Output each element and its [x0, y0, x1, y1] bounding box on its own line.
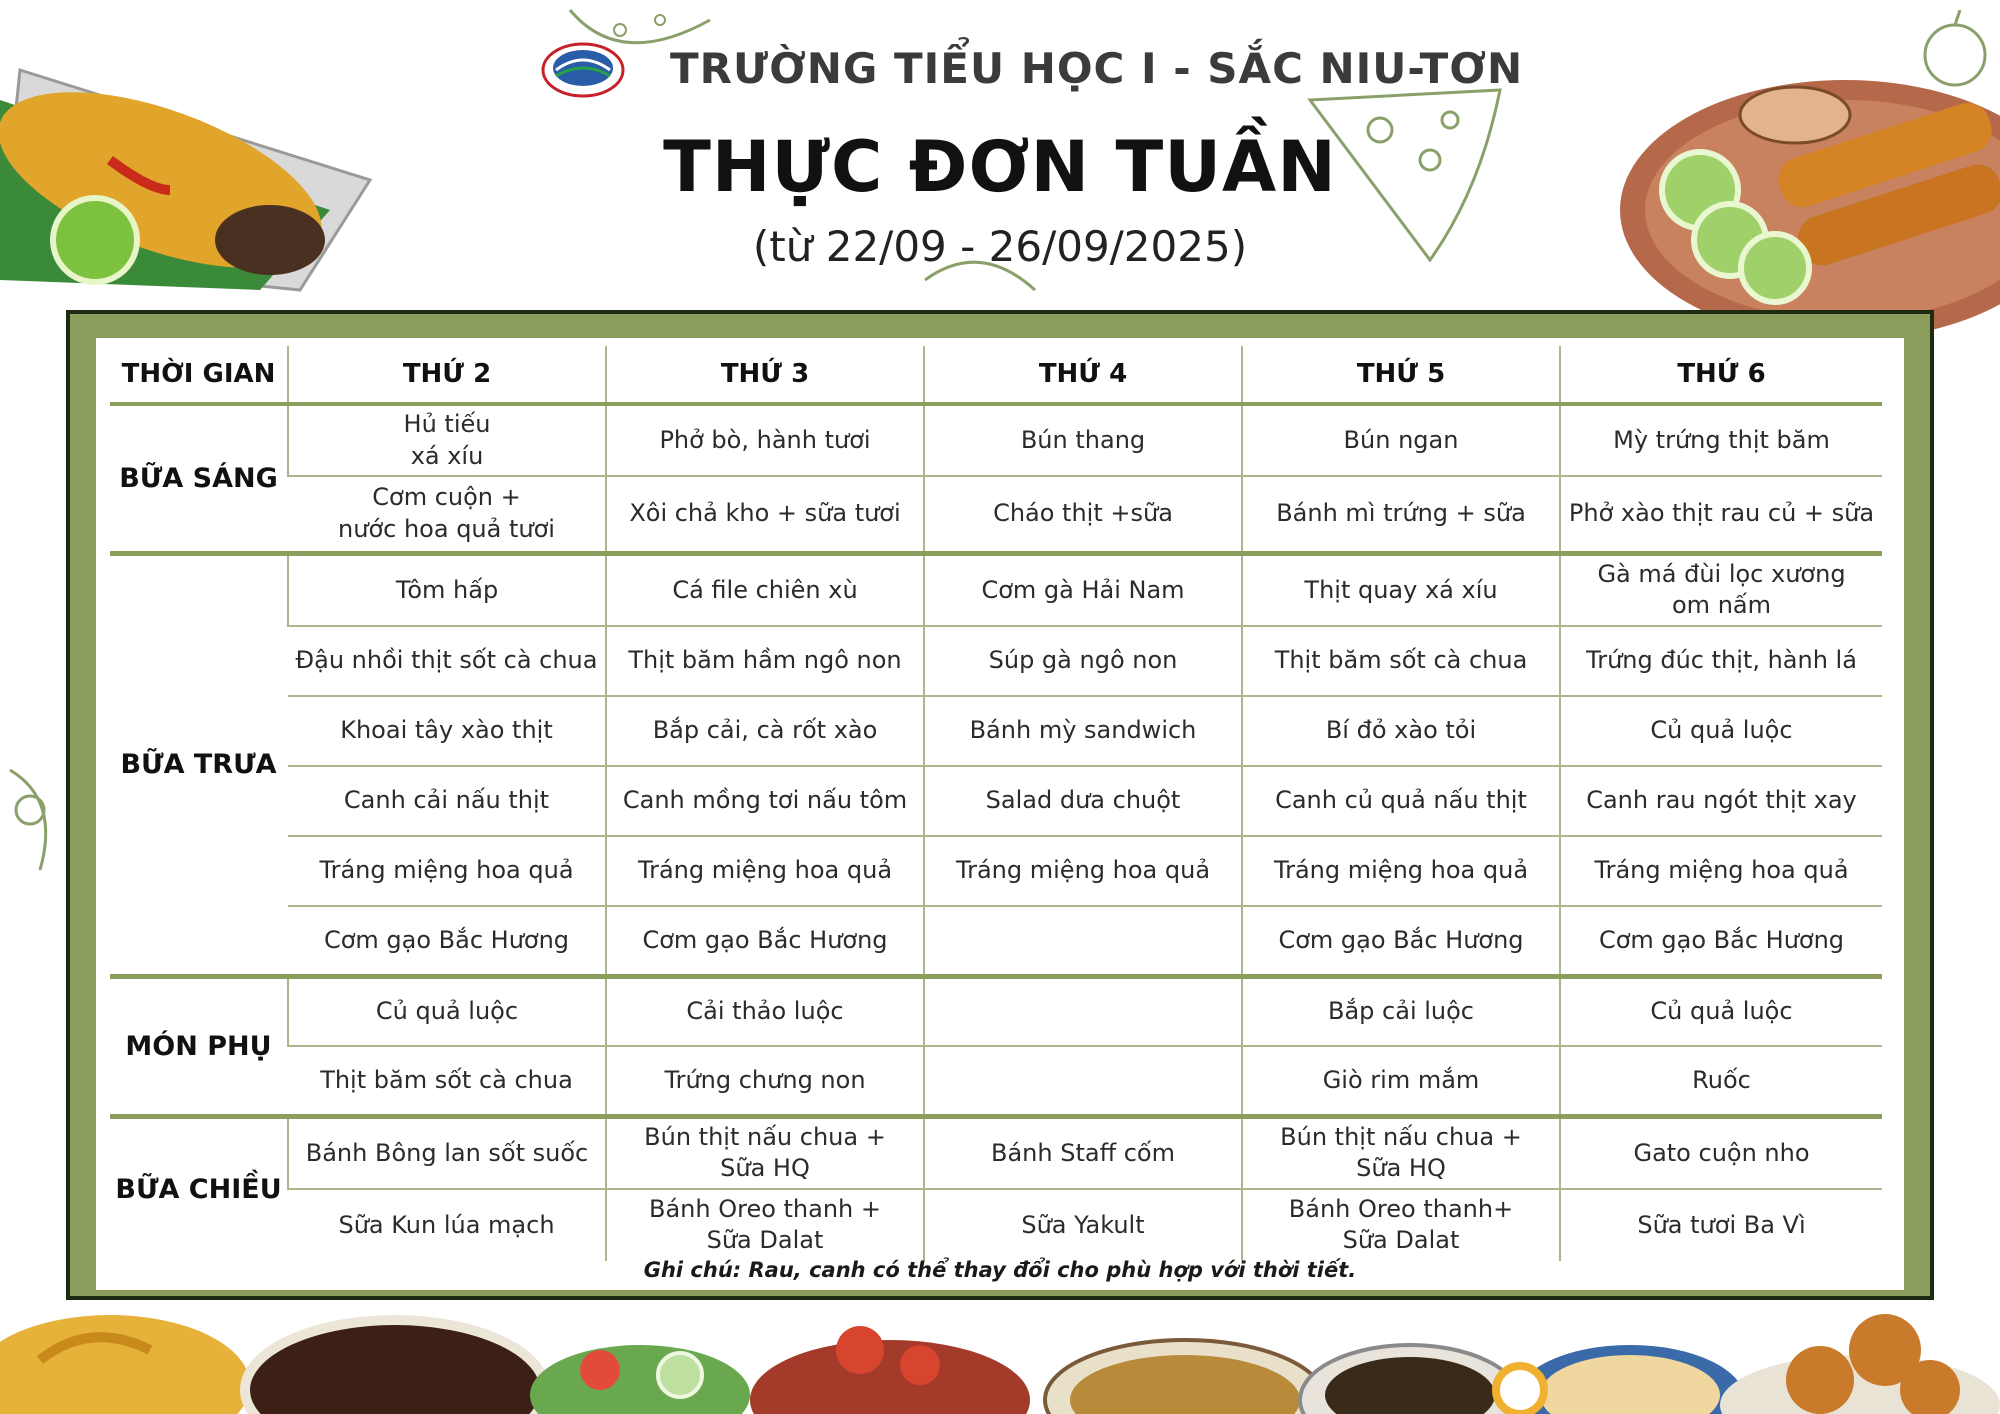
menu-cell: Phở xào thịt rau củ + sữa: [1560, 476, 1882, 553]
table-row: [110, 976, 1882, 1046]
menu-cell: Salad dưa chuột: [924, 766, 1242, 836]
menu-cell: Cơm gà Hải Nam: [924, 554, 1242, 626]
menu-cell: Bánh Bông lan sốt suốc: [288, 1117, 606, 1189]
menu-cell: Cháo thịt +sữa: [924, 476, 1242, 553]
header-time: THỜI GIAN: [110, 346, 288, 404]
menu-cell: Bún thịt nấu chua + Sữa HQ: [606, 1117, 924, 1189]
menu-cell: Bún thang: [924, 404, 1242, 476]
table-header-row: [110, 346, 1882, 404]
menu-cell: Bánh mỳ sandwich: [924, 696, 1242, 766]
menu-cell: Tráng miệng hoa quả: [1242, 836, 1560, 906]
menu-cell: Trứng đúc thịt, hành lá: [1560, 626, 1882, 696]
menu-cell: Tráng miệng hoa quả: [924, 836, 1242, 906]
menu-cell: Cá file chiên xù: [606, 554, 924, 626]
meal-label-afternoon: BỮA CHIỀU: [115, 1174, 282, 1206]
menu-cell: Củ quả luộc: [1560, 976, 1882, 1046]
school-logo-icon: [538, 40, 628, 104]
table-row: [110, 626, 1882, 696]
menu-cell: Phở bò, hành tươi: [606, 404, 924, 476]
bottom-food-illustrations: [0, 1290, 2000, 1414]
page-title: THỰC ĐƠN TUẦN: [663, 126, 1337, 208]
menu-cell: Bí đỏ xào tỏi: [1242, 696, 1560, 766]
date-range: (từ 22/09 - 26/09/2025): [752, 222, 1248, 271]
menu-cell: Tráng miệng hoa quả: [606, 836, 924, 906]
menu-cell: Súp gà ngô non: [924, 626, 1242, 696]
menu-cell: [924, 976, 1242, 1046]
footnote: Ghi chú: Rau, canh có thể thay đổi cho phù hợp với thời tiết.: [643, 1258, 1357, 1282]
menu-cell: Củ quả luộc: [1560, 696, 1882, 766]
menu-cell: Gà má đùi lọc xương om nấm: [1560, 554, 1882, 626]
menu-cell: Trứng chưng non: [606, 1046, 924, 1116]
menu-cell: Cơm gạo Bắc Hương: [1560, 906, 1882, 976]
vegetable-doodle-left: [0, 760, 70, 880]
header-friday: THỨ 6: [1560, 346, 1882, 404]
meal-label-side-dishes: MÓN PHỤ: [110, 976, 288, 1116]
menu-cell: Khoai tây xào thịt: [288, 696, 606, 766]
menu-cell: Đậu nhồi thịt sốt cà chua: [288, 626, 606, 696]
table-row: [110, 906, 1882, 976]
menu-cell: Hủ tiếu xá xíu: [288, 404, 606, 476]
menu-cell: Bắp cải luộc: [1242, 976, 1560, 1046]
menu-cell: Củ quả luộc: [288, 976, 606, 1046]
menu-cell: Gato cuộn nho: [1560, 1117, 1882, 1189]
table-row: [110, 836, 1882, 906]
menu-table: [110, 346, 1882, 1261]
table-row: [110, 404, 1882, 476]
table-row: [110, 696, 1882, 766]
menu-cell: Bún ngan: [1242, 404, 1560, 476]
menu-cell: Canh cải nấu thịt: [288, 766, 606, 836]
menu-cell: Bánh Oreo thanh + Sữa Dalat: [606, 1189, 924, 1261]
menu-cell: Bún thịt nấu chua + Sữa HQ: [1242, 1117, 1560, 1189]
menu-cell: [924, 906, 1242, 976]
menu-cell: Bánh mì trứng + sữa: [1242, 476, 1560, 553]
table-row: [110, 476, 1882, 553]
menu-cell: Tôm hấp: [288, 554, 606, 626]
page-header: [0, 0, 2000, 300]
menu-cell: Cải thảo luộc: [606, 976, 924, 1046]
meal-label-lunch: BỮA TRƯA: [110, 554, 288, 977]
menu-cell: Bánh Oreo thanh+ Sữa Dalat: [1242, 1189, 1560, 1261]
menu-cell: Giò rim mắm: [1242, 1046, 1560, 1116]
header-thursday: THỨ 5: [1242, 346, 1560, 404]
table-row: [110, 554, 1882, 626]
menu-cell: Thịt băm hầm ngô non: [606, 626, 924, 696]
menu-cell: Thịt quay xá xíu: [1242, 554, 1560, 626]
menu-cell: Cơm gạo Bắc Hương: [1242, 906, 1560, 976]
menu-cell: Sữa Yakult: [924, 1189, 1242, 1261]
menu-cell: Cơm gạo Bắc Hương: [606, 906, 924, 976]
menu-cell: Thịt băm sốt cà chua: [1242, 626, 1560, 696]
meal-label-breakfast: BỮA SÁNG: [110, 404, 288, 554]
school-name: TRƯỜNG TIỂU HỌC I - SẮC NIU-TƠN: [670, 44, 1524, 93]
menu-cell: [924, 1046, 1242, 1116]
table-row: [110, 1046, 1882, 1116]
table-row: [110, 1117, 1882, 1189]
menu-cell: Bắp cải, cà rốt xào: [606, 696, 924, 766]
menu-cell: Xôi chả kho + sữa tươi: [606, 476, 924, 553]
menu-cell: Cơm gạo Bắc Hương: [288, 906, 606, 976]
table-row: [110, 1189, 1882, 1261]
menu-cell: Thịt băm sốt cà chua: [288, 1046, 606, 1116]
menu-cell: Canh củ quả nấu thịt: [1242, 766, 1560, 836]
menu-cell: Tráng miệng hoa quả: [1560, 836, 1882, 906]
menu-cell: Canh mồng tơi nấu tôm: [606, 766, 924, 836]
menu-cell: Canh rau ngót thịt xay: [1560, 766, 1882, 836]
menu-cell: Tráng miệng hoa quả: [288, 836, 606, 906]
menu-cell: Sữa tươi Ba Vì: [1560, 1189, 1882, 1261]
header-monday: THỨ 2: [288, 346, 606, 404]
menu-cell: Mỳ trứng thịt băm: [1560, 404, 1882, 476]
menu-cell: Bánh Staff cốm: [924, 1117, 1242, 1189]
header-wednesday: THỨ 4: [924, 346, 1242, 404]
menu-cell: Sữa Kun lúa mạch: [338, 1210, 555, 1239]
menu-cell: Ruốc: [1560, 1046, 1882, 1116]
table-row: [110, 766, 1882, 836]
menu-cell: Cơm cuộn + nước hoa quả tươi: [288, 476, 606, 553]
header-tuesday: THỨ 3: [606, 346, 924, 404]
